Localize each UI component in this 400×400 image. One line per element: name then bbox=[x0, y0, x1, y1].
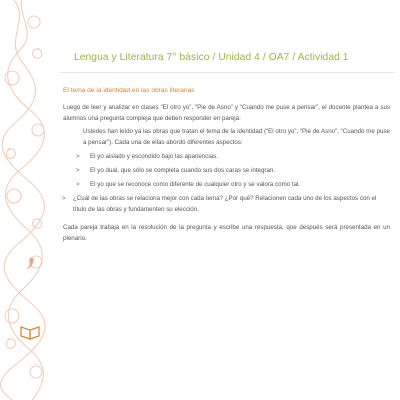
aspects-list bbox=[63, 152, 390, 191]
list-item: > El yo que se reconoce como diferente de cualquier otro y se valora como tal. bbox=[76, 180, 390, 191]
triangle-right-icon: > bbox=[62, 195, 66, 202]
swirl-pattern-icon bbox=[0, 0, 52, 400]
question-paragraph: > ¿Cuál de las obras se relaciona mejor con cada tema? ¿Por qué? Relacionen cada uno de los aspectos con el título de las obras y fundamenten su elección. bbox=[62, 195, 377, 213]
triangle-right-icon: > bbox=[76, 153, 80, 160]
triangle-right-icon: > bbox=[76, 167, 80, 174]
section-heading: El tema de la identidad en las obras literarias bbox=[63, 87, 195, 94]
intro-paragraph: Luego de leer y analizar en clases “El otro yo”, “Pie de Asno” y “Cuando me puse a pensar”, el docente plantea a sus alumnos una pregunta compleja que deben responder en pareja: bbox=[63, 104, 390, 122]
indented-paragraph: Ustedes han leído ya las obras que tratan el tema de la identidad (“El otro yo”, “Pie de Asno”, “Cuando me puse a pensar”). Cada una de ellas abordó diferentes aspectos: bbox=[83, 128, 390, 146]
list-item: > El yo aislado y escondido bajo las apariencias. bbox=[76, 152, 390, 163]
activity-content bbox=[63, 103, 390, 244]
list-item: > El yo dual, que sólo se completa cuando sus dos caras se integran. bbox=[76, 166, 390, 177]
book-icon bbox=[21, 327, 39, 339]
final-paragraph: Cada pareja trabaja en la resolución de la pregunta y escribe una respuesta, que después será presentada en un plenario. bbox=[63, 224, 390, 242]
decorative-swirl-band bbox=[0, 0, 52, 400]
triangle-right-icon: > bbox=[76, 181, 80, 188]
title-divider bbox=[60, 72, 395, 73]
page-title: Lengua y Literatura 7° básico / Unidad 4 / OA7 / Actividad 1 bbox=[74, 52, 349, 63]
